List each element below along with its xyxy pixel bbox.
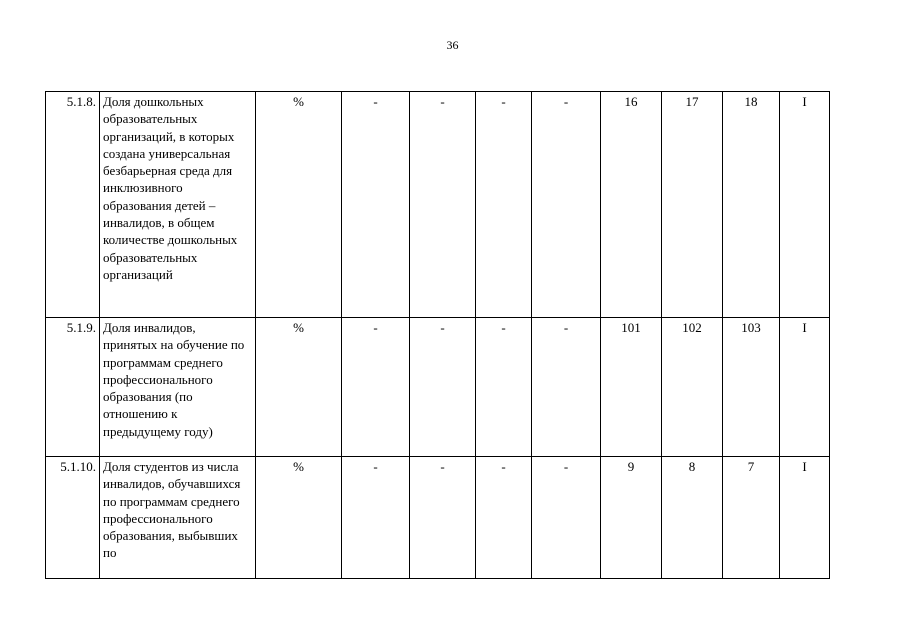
value-cell: 8 [662, 457, 723, 579]
unit-cell: % [256, 318, 342, 457]
value-cell: 103 [723, 318, 780, 457]
value-cell: 16 [601, 92, 662, 318]
row-number: 5.1.10. [46, 457, 100, 579]
unit-cell: % [256, 457, 342, 579]
indicator-name: Доля инвалидов, принятых на обучение по программам среднего профессионального образования (по отношению к предыдущему году) [100, 318, 256, 457]
value-cell: 102 [662, 318, 723, 457]
value-cell: - [532, 318, 601, 457]
value-cell: - [532, 457, 601, 579]
row-number: 5.1.9. [46, 318, 100, 457]
type-cell: I [780, 92, 830, 318]
type-cell: I [780, 457, 830, 579]
table-row [46, 457, 830, 579]
value-cell: 7 [723, 457, 780, 579]
page-number: 36 [446, 38, 459, 52]
value-cell: - [476, 318, 532, 457]
unit-cell: % [256, 92, 342, 318]
value-cell: 101 [601, 318, 662, 457]
value-cell: - [342, 457, 410, 579]
value-cell: - [342, 92, 410, 318]
value-cell: - [410, 92, 476, 318]
value-cell: - [342, 318, 410, 457]
value-cell: 9 [601, 457, 662, 579]
table-row [46, 318, 830, 457]
indicators-table [45, 91, 830, 579]
value-cell: - [410, 318, 476, 457]
value-cell: 18 [723, 92, 780, 318]
table-row [46, 92, 830, 318]
value-cell: - [476, 457, 532, 579]
type-cell: I [780, 318, 830, 457]
value-cell: - [532, 92, 601, 318]
value-cell: - [410, 457, 476, 579]
value-cell: - [476, 92, 532, 318]
row-number: 5.1.8. [46, 92, 100, 318]
indicator-name: Доля студентов из числа инвалидов, обучавшихся по программам среднего профессионального образования, выбывших по [100, 457, 256, 579]
indicator-name: Доля дошкольных образовательных организаций, в которых создана универсальная безбарьерная среда для инклюзивного образования детей – инвалидов, в общем количестве дошкольных образовательных организаций [100, 92, 256, 318]
value-cell: 17 [662, 92, 723, 318]
